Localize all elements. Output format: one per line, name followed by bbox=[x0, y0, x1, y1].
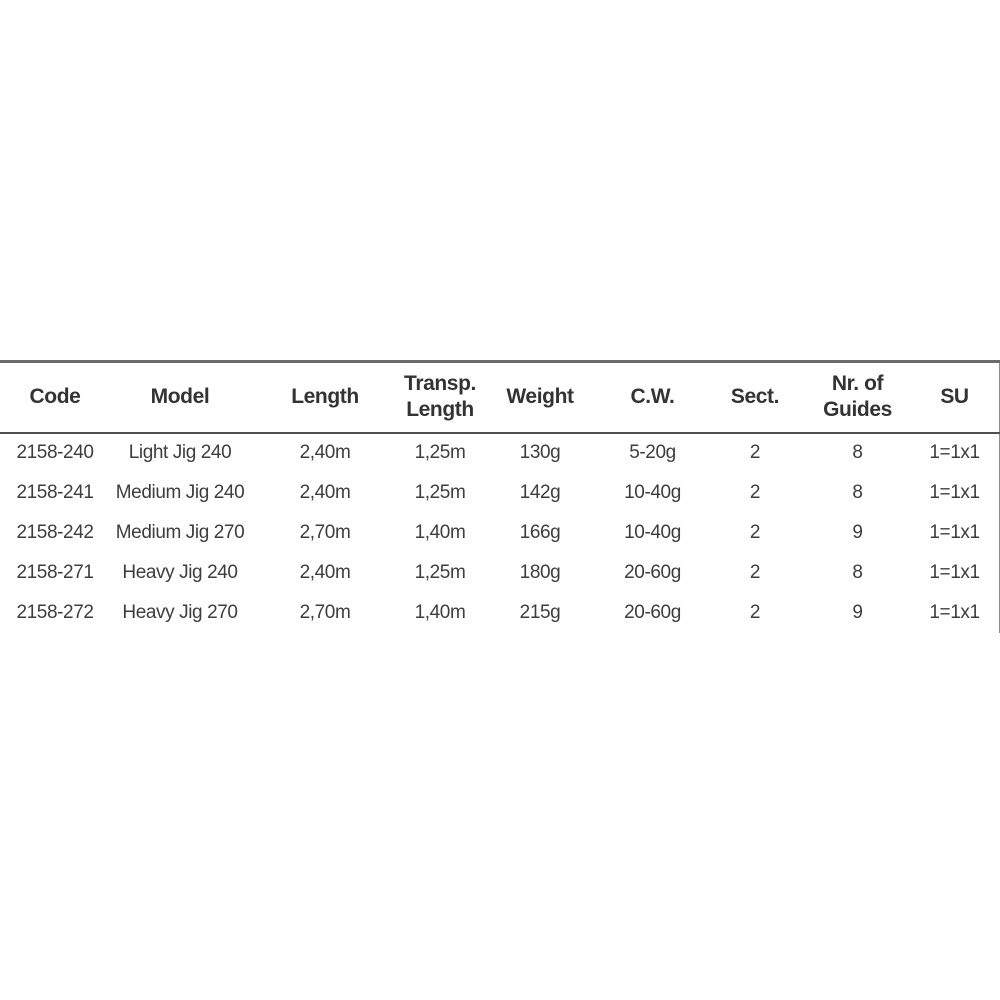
cell-length: 2,70m bbox=[299, 521, 351, 543]
cell-weight: 180g bbox=[519, 561, 561, 583]
table-body bbox=[0, 433, 1000, 633]
cell-weight: 215g bbox=[519, 601, 561, 623]
cell-su: 1=1x1 bbox=[929, 561, 980, 583]
spec-table bbox=[0, 360, 1000, 633]
cell-sect: 2 bbox=[749, 481, 761, 503]
cell-weight: 130g bbox=[519, 442, 561, 463]
cell-length: 2,40m bbox=[299, 481, 351, 503]
column-header-code: Code bbox=[29, 385, 81, 409]
cell-length: 2,40m bbox=[299, 442, 351, 463]
cell-sect: 2 bbox=[749, 561, 761, 583]
cell-model: Medium Jig 270 bbox=[115, 521, 245, 543]
table-row bbox=[0, 433, 1000, 473]
cell-cw: 10-40g bbox=[624, 481, 681, 503]
cell-transp_length: 1,40m bbox=[414, 521, 466, 543]
cell-transp_length: 1,25m bbox=[414, 561, 466, 583]
cell-guides: 8 bbox=[852, 442, 863, 463]
cell-guides: 8 bbox=[852, 561, 863, 583]
column-header-guides: Nr. of Guides bbox=[823, 372, 892, 422]
column-header-su: SU bbox=[940, 385, 969, 409]
cell-code: 2158-271 bbox=[16, 561, 94, 583]
cell-sect: 2 bbox=[749, 521, 761, 543]
cell-model: Heavy Jig 270 bbox=[122, 601, 238, 623]
cell-su: 1=1x1 bbox=[929, 481, 980, 503]
column-header-transp-length: Transp. Length bbox=[404, 372, 476, 422]
column-header-model: Model bbox=[150, 385, 210, 409]
column-header-weight: Weight bbox=[506, 385, 574, 409]
cell-transp_length: 1,40m bbox=[414, 601, 466, 623]
cell-transp_length: 1,25m bbox=[414, 481, 466, 503]
cell-sect: 2 bbox=[749, 601, 761, 623]
cell-code: 2158-272 bbox=[16, 601, 94, 623]
cell-cw: 20-60g bbox=[624, 561, 681, 583]
column-header-cw: C.W. bbox=[630, 385, 675, 409]
cell-sect: 2 bbox=[749, 442, 761, 463]
column-header-sect: Sect. bbox=[730, 385, 780, 409]
cell-code: 2158-241 bbox=[16, 481, 94, 503]
cell-length: 2,40m bbox=[299, 561, 351, 583]
cell-cw: 5-20g bbox=[629, 442, 676, 463]
cell-weight: 142g bbox=[519, 481, 561, 503]
table-row bbox=[0, 513, 1000, 553]
cell-su: 1=1x1 bbox=[929, 521, 980, 543]
cell-cw: 10-40g bbox=[624, 521, 681, 543]
table-row bbox=[0, 473, 1000, 513]
cell-code: 2158-240 bbox=[16, 442, 94, 463]
cell-cw: 20-60g bbox=[624, 601, 681, 623]
cell-model: Heavy Jig 240 bbox=[122, 561, 238, 583]
cell-length: 2,70m bbox=[299, 601, 351, 623]
cell-guides: 9 bbox=[852, 521, 863, 543]
cell-code: 2158-242 bbox=[16, 521, 94, 543]
cell-weight: 166g bbox=[519, 521, 561, 543]
table-row bbox=[0, 553, 1000, 593]
cell-su: 1=1x1 bbox=[929, 442, 980, 463]
cell-model: Light Jig 240 bbox=[128, 442, 232, 463]
cell-transp_length: 1,25m bbox=[414, 442, 466, 463]
column-header-length: Length bbox=[291, 385, 359, 409]
table-row bbox=[0, 593, 1000, 633]
cell-su: 1=1x1 bbox=[929, 601, 980, 623]
cell-guides: 8 bbox=[852, 481, 863, 503]
cell-model: Medium Jig 240 bbox=[115, 481, 245, 503]
header-row bbox=[0, 362, 1000, 433]
cell-guides: 9 bbox=[852, 601, 863, 623]
